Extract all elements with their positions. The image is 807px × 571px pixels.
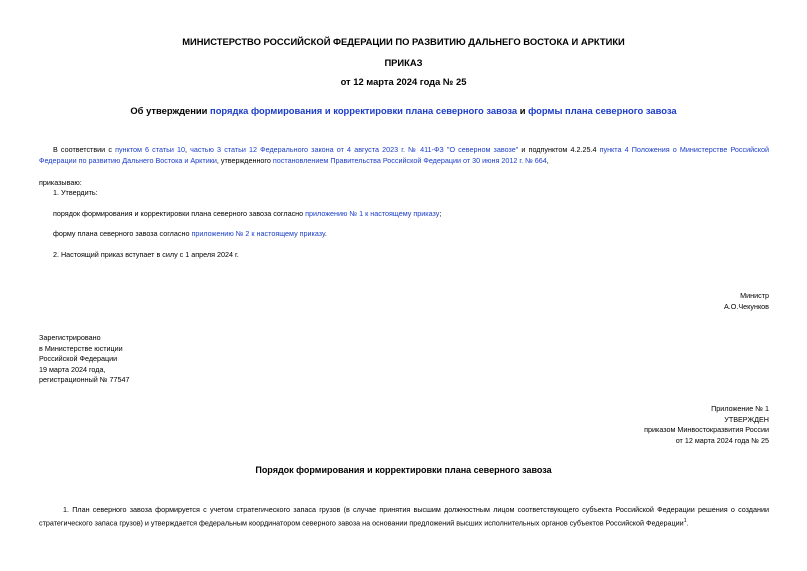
title-link-procedure[interactable]: порядка формирования и корректировки плана северного завоза <box>210 105 518 116</box>
appendix-2-link[interactable]: приложению № 2 к настоящему приказу <box>191 229 325 238</box>
item-1b <box>53 229 327 240</box>
appendix-number: Приложение № 1 <box>711 404 769 413</box>
item-1a-text: порядок формирования и корректировки плана северного завоза согласно <box>53 209 306 218</box>
title-prefix: Об утверждении <box>130 105 211 116</box>
document-title <box>0 105 807 116</box>
appendix-p1-text: 1. План северного завоза формируется с учетом стратегического запаса грузов (в случае принятия высшим должностным лицом соответствующего субъекта Российской Федерации решения о создании стратегического запаса грузов) и утверждается федеральным координатором северного завоза на основании предложений высших исполнительных органов субъектов Российской Федерации <box>39 505 769 527</box>
preamble-link-article10[interactable]: пунктом 6 статьи 10 <box>115 145 186 154</box>
item-1: 1. Утвердить: <box>53 188 98 197</box>
item-2: 2. Настоящий приказ вступает в силу с 1 апреля 2024 г. <box>53 250 239 259</box>
orders-line: приказываю: <box>39 178 82 187</box>
signer-name: А.О.Чекунков <box>724 301 769 311</box>
preamble-text: и подпунктом 4.2.25.4 <box>518 145 600 154</box>
item-1b-text: форму плана северного завоза согласно <box>53 229 192 238</box>
signer-position: Министр <box>740 291 769 300</box>
doc-date-number: от 12 марта 2024 года № 25 <box>340 76 467 87</box>
item-1a-end: ; <box>439 209 442 218</box>
item-1b-end: . <box>324 229 327 238</box>
preamble-link-regulation[interactable]: пункта 4 Положения о Министерстве Российской Федерации по развитию Дальнего Востока и Арктики <box>39 145 769 165</box>
registration-block <box>39 333 129 386</box>
title-link-form[interactable]: формы плана северного завоза <box>528 105 677 116</box>
title-middle: и <box>517 105 529 116</box>
appendix-p1-end: . <box>686 517 689 527</box>
appendix-order-ref: приказом Минвостокразвития России <box>644 425 769 434</box>
appendix-header <box>450 404 769 446</box>
doc-type-heading: ПРИКАЗ <box>384 57 423 68</box>
registration-line: Российской Федерации <box>39 354 118 363</box>
appendix-order-date: от 12 марта 2024 года № 25 <box>675 435 769 445</box>
appendix-approved: УТВЕРЖДЕН <box>724 414 769 424</box>
registration-line: в Министерстве юстиции <box>39 343 123 353</box>
appendix-1-link[interactable]: приложению № 1 к настоящему приказу <box>305 209 440 218</box>
registration-line: 19 марта 2024 года, <box>39 364 106 374</box>
appendix-title: Порядок формирования и корректировки плана северного завоза <box>255 465 552 475</box>
preamble-text: , <box>546 155 549 165</box>
preamble-text: , <box>185 145 191 154</box>
preamble-text: , утвержденного <box>216 155 273 165</box>
registration-line: регистрационный № 77547 <box>39 375 130 384</box>
preamble-link-federal-law[interactable]: частью 3 статьи 12 Федерального закона от 4 августа 2023 г. № 411-ФЗ "О северном завозе" <box>190 145 519 154</box>
item-1a <box>53 209 441 220</box>
preamble-link-resolution[interactable]: постановлением Правительства Российской Федерации от 30 июня 2012 г. № 664 <box>272 155 547 165</box>
footnote-marker[interactable]: 1 <box>683 517 687 524</box>
preamble-paragraph <box>39 145 769 166</box>
signature-block <box>500 291 769 312</box>
appendix-paragraph-1 <box>39 505 769 528</box>
ministry-heading: МИНИСТЕРСТВО РОССИЙСКОЙ ФЕДЕРАЦИИ ПО РАЗВИТИЮ ДАЛЬНЕГО ВОСТОКА И АРКТИКИ <box>182 36 625 47</box>
preamble-text: В соответствии с <box>53 145 116 154</box>
registration-line: Зарегистрировано <box>39 333 101 342</box>
